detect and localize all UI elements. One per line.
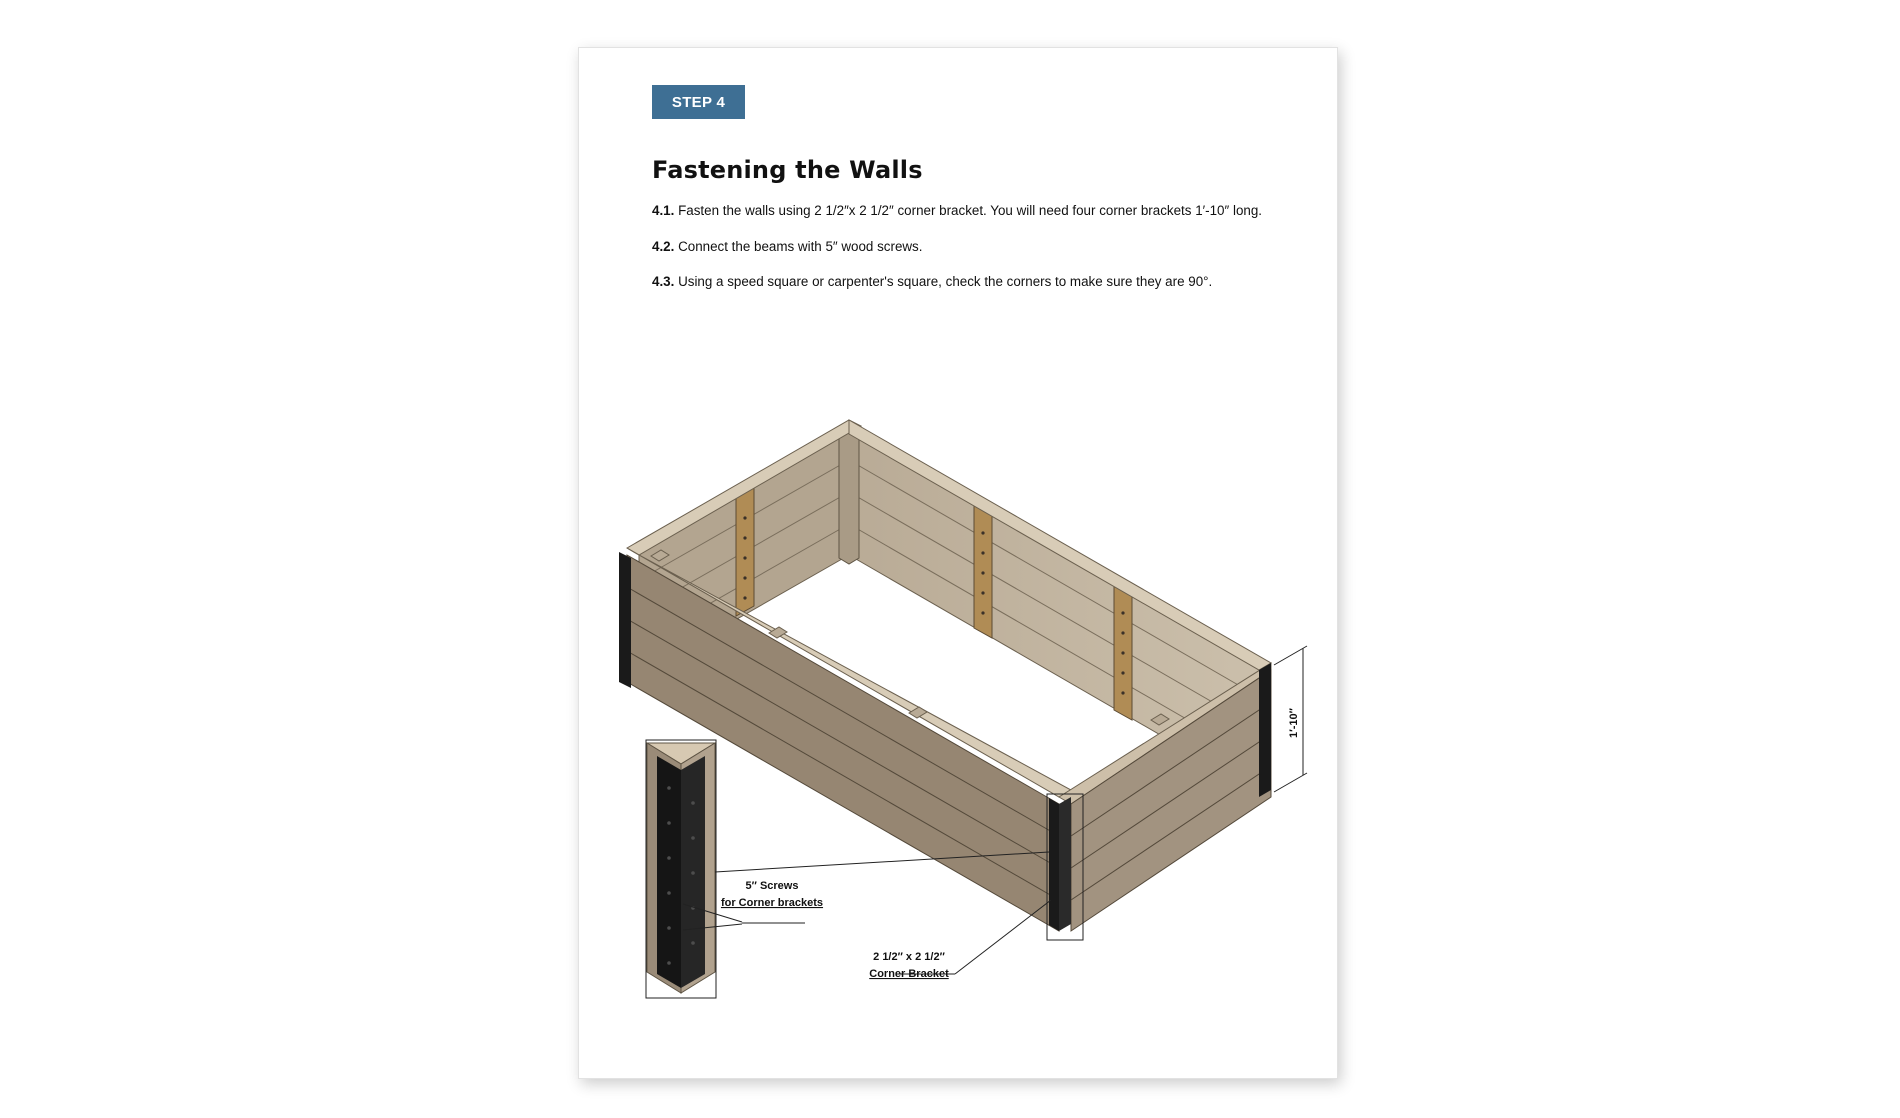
instruction-number: 4.3. bbox=[652, 274, 675, 289]
step-badge: STEP 4 bbox=[652, 85, 745, 119]
instruction-page bbox=[578, 47, 1338, 1079]
instruction-number: 4.1. bbox=[652, 203, 675, 218]
page-title: Fastening the Walls bbox=[652, 156, 923, 184]
bracket-detail-inset bbox=[646, 740, 716, 998]
instruction-text: Fasten the walls using 2 1/2″x 2 1/2″ corner bracket. You will need four corner brackets 1′-10″ long. bbox=[678, 203, 1263, 218]
screws-label-line2: for Corner brackets bbox=[720, 897, 824, 909]
dimension-label: 1′-10″ bbox=[1288, 708, 1300, 738]
instruction-number: 4.2. bbox=[652, 239, 675, 254]
screws-label-line1: 5″ Screws bbox=[745, 880, 799, 892]
bracket-label-line2: Corner Bracket bbox=[869, 968, 949, 980]
raised-bed-diagram bbox=[579, 48, 1339, 1080]
bracket-label-line1: 2 1/2″ x 2 1/2″ bbox=[873, 951, 945, 963]
instruction-text: Using a speed square or carpenter's square, check the corners to make sure they are 90°. bbox=[678, 274, 1213, 289]
instruction-text: Connect the beams with 5″ wood screws. bbox=[678, 239, 923, 254]
